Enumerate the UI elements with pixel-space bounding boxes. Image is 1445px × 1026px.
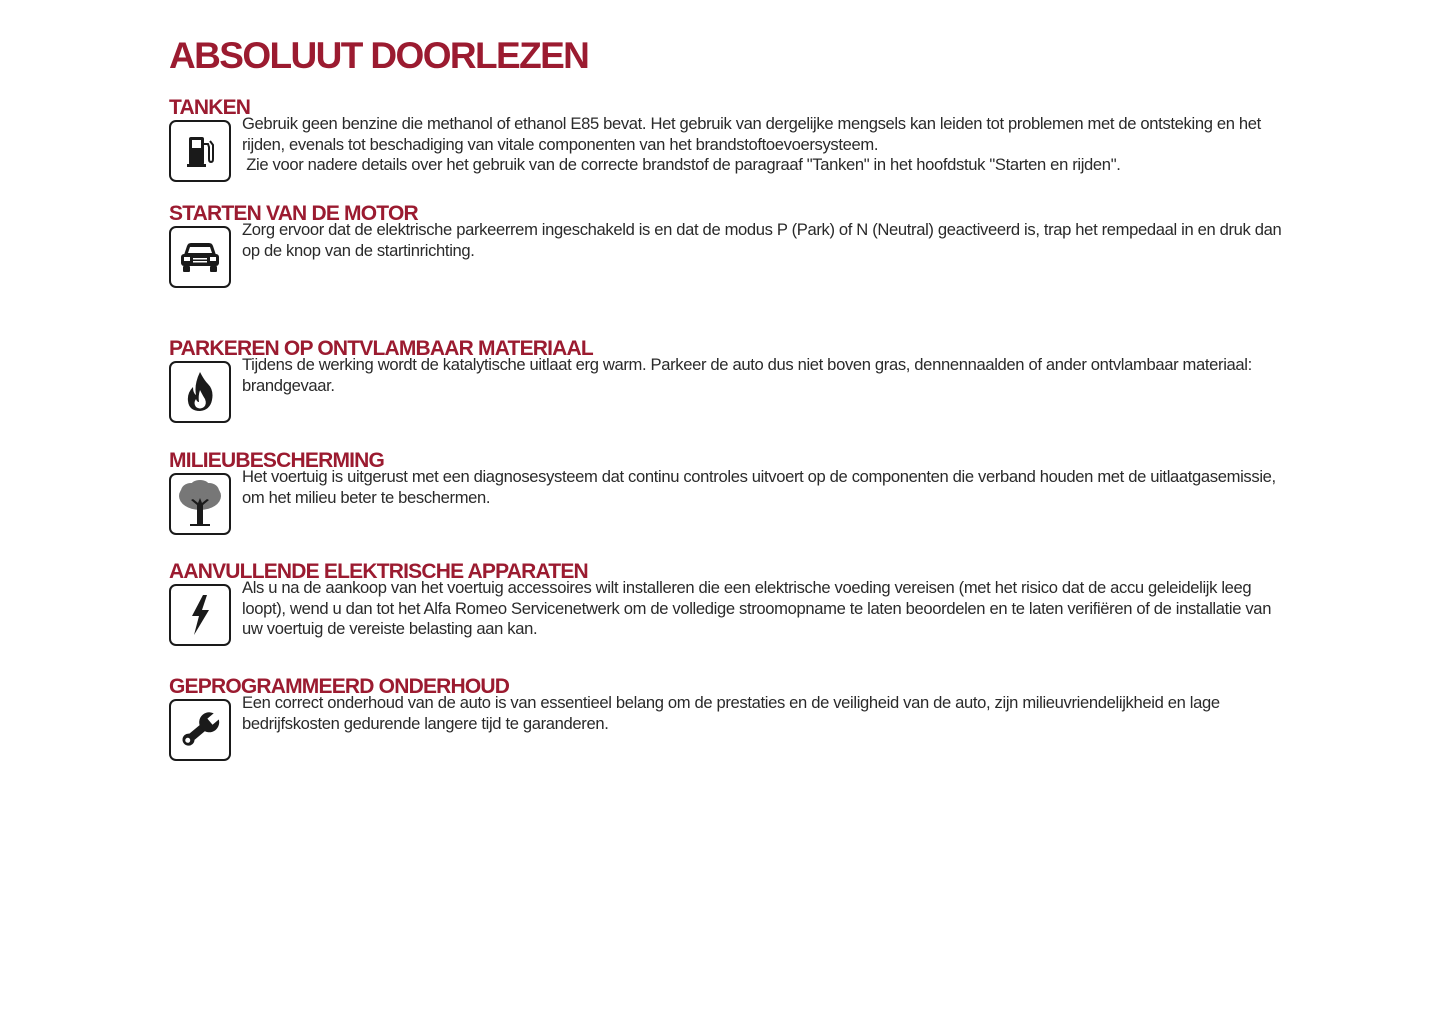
fuel-pump-icon xyxy=(169,120,231,182)
section-heading: PARKEREN OP ONTVLAMBAAR MATERIAAL xyxy=(169,337,593,360)
section-text xyxy=(242,220,1357,261)
section-geprogrammeerd-onderhoud xyxy=(169,675,1359,761)
section-starten-van-de-motor xyxy=(169,202,1359,288)
flame-icon xyxy=(169,361,231,423)
text-line: loopt), wend u dan tot het Alfa Romeo Servicenetwerk om de volledige stroomopname te laten beoordelen en te laten verifiëren of de installatie van xyxy=(242,598,1272,618)
text-line: Als u na de aankoop van het voertuig accessoires wilt installeren die een elektrische voeding vereisen (met het risico dat de accu geleidelijk leeg xyxy=(242,578,1252,597)
section-aanvullende-elektrische-apparaten xyxy=(169,560,1359,646)
text-line: Een correct onderhoud van de auto is van essentieel belang om de prestaties en de veiligheid van de auto, zijn milieuvriendelijkheid en lage xyxy=(242,693,1220,712)
section-tanken xyxy=(169,96,1359,182)
text-line: Tijdens de werking wordt de katalytische uitlaat erg warm. Parkeer de auto dus niet boven gras, dennennaalden of ander ontvlambaar materiaal: xyxy=(242,355,1252,374)
section-heading: TANKEN xyxy=(169,96,251,119)
text-line: op de knop van de startinrichting. xyxy=(242,240,475,260)
text-line: om het milieu beter te beschermen. xyxy=(242,487,491,507)
section-text xyxy=(242,693,1357,734)
section-text xyxy=(242,467,1357,508)
text-line: Zie voor nadere details over het gebruik van de correcte brandstof de paragraaf "Tanken" in het hoofdstuk "Starten en rijden". xyxy=(242,155,1121,174)
wrench-icon xyxy=(169,699,231,761)
section-milieubescherming xyxy=(169,449,1359,535)
text-line: Het voertuig is uitgerust met een diagnosesysteem dat continu controles uitvoert op de componenten die verband houden met de uitlaatgasemissie, xyxy=(242,467,1276,486)
text-line: Gebruik geen benzine die methanol of ethanol E85 bevat. Het gebruik van dergelijke mengsels kan leiden tot problemen met de ontsteking en het xyxy=(242,114,1261,133)
text-line: bedrijfskosten gedurende langere tijd te garanderen. xyxy=(242,713,609,733)
page-title: ABSOLUUT DOORLEZEN xyxy=(169,35,589,76)
section-heading: STARTEN VAN DE MOTOR xyxy=(169,202,418,225)
section-heading: AANVULLENDE ELEKTRISCHE APPARATEN xyxy=(169,560,588,583)
text-line: rijden, evenals tot beschadiging van vitale componenten van het brandstoftoevoersysteem. xyxy=(242,134,879,154)
section-heading: MILIEUBESCHERMING xyxy=(169,449,385,472)
section-parkeren-op-ontvlambaar-materiaal xyxy=(169,337,1359,423)
car-icon xyxy=(169,226,231,288)
section-text xyxy=(242,355,1357,396)
text-line: uw voertuig de vereiste belasting aan kan. xyxy=(242,619,538,638)
section-text xyxy=(242,578,1357,640)
tree-icon xyxy=(169,473,231,535)
section-text xyxy=(242,114,1357,176)
section-heading: GEPROGRAMMEERD ONDERHOUD xyxy=(169,675,510,698)
text-line: Zorg ervoor dat de elektrische parkeerrem ingeschakeld is en dat de modus P (Park) of N (Neutral) geactiveerd is, trap het rempedaal in en druk dan xyxy=(242,220,1282,239)
text-line: brandgevaar. xyxy=(242,375,335,395)
lightning-icon xyxy=(169,584,231,646)
